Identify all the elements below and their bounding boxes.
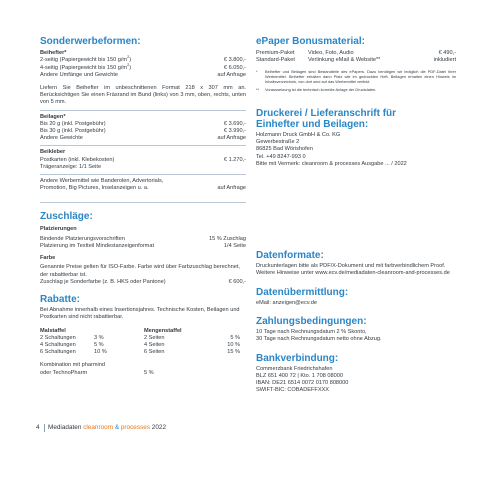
footnote-mark: ** — [256, 86, 260, 92]
divider — [40, 202, 246, 203]
sonderwerbeformen-heading: Sonderwerbeformen: — [40, 36, 141, 47]
footnote — [256, 87, 456, 92]
datenformate-text: Druckunterlagen bitte als PDF/X-Dokument und mit farbverbindlichem Proof. Weitere Hinweise unter www.ecv.de/mediadaten-cleanroom-and-processes.de — [256, 263, 450, 277]
page-footer — [0, 424, 480, 448]
footer-title — [48, 424, 166, 432]
rabatte-heading: Rabatte: — [40, 294, 81, 306]
price-row — [40, 279, 246, 286]
row-label: Bis 20 g (inkl. Postgebühr) — [40, 120, 106, 127]
price-row — [40, 72, 246, 79]
menge-label: 2 Seiten — [144, 334, 165, 341]
kombi-pct: 5 % — [144, 369, 154, 376]
epaper-package: Premium-Paket — [256, 50, 295, 57]
epaper-notes — [256, 69, 456, 92]
epaper-row — [256, 50, 456, 57]
menge-pct: 10 % — [227, 342, 240, 349]
footnote-mark: * — [256, 68, 258, 74]
datenformate-heading: Datenformate: — [256, 249, 324, 261]
beihefter-section — [40, 50, 246, 106]
zahlung-lines — [256, 329, 456, 343]
row-label: Bis 30 g (inkl. Postgebühr) — [40, 128, 106, 135]
bank-line: SWIFT-BIC: COBADEFFXXX — [256, 387, 330, 394]
zahlung-line: 30 Tage nach Rechnungsdatum netto ohne Abzug. — [256, 336, 382, 343]
price-row — [40, 57, 246, 64]
kombi-table — [40, 362, 246, 376]
row-price: auf Anfrage — [217, 135, 246, 142]
epaper-heading: ePaper Bonusmaterial: — [256, 36, 365, 47]
rabatte-text: Bei Abnahme innerhalb eines Insertionsjahres. Technische Kosten, Beilagen und Postkarten sind nicht rabattierbar. — [40, 307, 240, 321]
spacer — [144, 362, 200, 369]
row-label: Trägeranzeige: 1/1 Seite — [40, 163, 102, 170]
andere-text: Andere Werbemittel wie Banderolen, Advertorials, Promotion, Big Pictures, Inselanzeigen u. a. — [40, 178, 164, 192]
address-line: 86825 Bad Wörishofen — [256, 146, 313, 153]
mal-label: 2 Schaltungen — [40, 334, 76, 341]
bank-line: Commerzbank Friedrichshafen — [256, 365, 333, 372]
address-line: Gewerbestraße 2 — [256, 139, 300, 146]
bank-heading: Bankverbindung: — [256, 352, 339, 364]
druckerei-address — [256, 132, 456, 168]
druckerei-heading — [256, 108, 456, 130]
epaper-package: Standard-Paket — [256, 57, 295, 64]
row-label: Andere Umfänge und Gewichte — [40, 71, 119, 78]
bank-line: IBAN: DE21 6514 0072 0170 808000 — [256, 380, 349, 387]
row-price: 1/4 Seite — [223, 243, 246, 250]
address-line: Bitte mit Vermerk: cleanroom & processes Ausgabe ... / 2022 — [256, 160, 407, 167]
row-price: € 1.270,- — [223, 156, 246, 163]
andere-werbemittel — [40, 178, 246, 192]
menge-pct: 5 % — [230, 334, 240, 341]
footer-word-cleanroom: cleanroom — [83, 424, 114, 431]
druckerei-heading-line2: Einhefter und Beilagen: — [256, 118, 369, 130]
druckerei-heading-line1: Druckerei / Lieferanschrift für — [256, 107, 397, 119]
divider — [40, 174, 246, 175]
divider — [40, 145, 246, 146]
spacer — [94, 328, 144, 335]
row-price: € 3.690,- — [223, 120, 246, 127]
row-price: € 600,- — [228, 278, 246, 285]
zuschlaege-heading: Zuschläge: — [40, 211, 93, 223]
beilagen-title: Beilagen* — [40, 113, 66, 120]
row-label: Postkarten (inkl. Klebekosten) — [40, 156, 115, 163]
footer-word-processes: processes — [120, 424, 150, 431]
bank-line: BLZ 651 400 72 | Kto. 1 708 08000 — [256, 372, 343, 379]
price-row — [40, 135, 246, 142]
price-row — [40, 128, 246, 135]
row-label: Zuschlag je Sonderfarbe (z. B. HKS oder Pantone) — [40, 278, 166, 285]
footer-year: 2022 — [151, 424, 166, 431]
price-row — [40, 157, 246, 164]
farbe-title: Farbe — [40, 255, 56, 262]
row-label: Andere Gewichte — [40, 135, 83, 142]
spacer — [200, 328, 244, 335]
row-label: Bindende Platzierungsvorschriften — [40, 235, 125, 242]
footnote-text: Voraussetzung ist die technisch korrekte Anlage der Druckdaten. — [265, 86, 377, 92]
kombi-line2: oder TechnoPharm — [40, 369, 88, 376]
left-column — [40, 36, 246, 377]
menge-label: 6 Seiten — [144, 349, 165, 356]
datenuebermittlung-heading: Datenübermittlung: — [256, 286, 349, 298]
row-price: € 3.800,- — [223, 57, 246, 64]
price-row — [40, 121, 246, 128]
price-row — [40, 62, 246, 72]
zahlung-heading: Zahlungsbedingungen: — [256, 315, 367, 327]
price-row — [40, 236, 246, 243]
row-price: € 3.990,- — [223, 128, 246, 135]
row-price: 15 % Zuschlag — [208, 235, 246, 242]
epaper-row — [256, 57, 456, 64]
beilagen-section — [40, 114, 246, 143]
row-price: € 6.050,- — [223, 64, 246, 71]
andere-price: auf Anfrage — [217, 185, 246, 192]
address-line: Holzmann Druck GmbH & Co. KG — [256, 131, 341, 138]
footnote — [256, 69, 456, 84]
mal-label: 4 Schaltungen — [40, 342, 76, 349]
epaper-price: inkludiert — [433, 57, 456, 64]
mal-pct: 3 % — [94, 334, 104, 341]
beikleber-section — [40, 149, 246, 171]
divider — [40, 110, 246, 111]
kombi-line1: Kombination mit pharmind — [40, 362, 105, 369]
farbe-text: Genannte Preise gelten für ISO-Farbe. Farbe wird über Farbzuschlag berechnet, der rabattierbar ist. — [40, 264, 240, 278]
beihefter-title: Beihefter* — [40, 50, 67, 57]
beikleber-title: Beikleber — [40, 149, 66, 156]
mal-label: 6 Schaltungen — [40, 349, 76, 356]
menge-pct: 15 % — [227, 349, 240, 356]
malstaffel-title: Malstaffel — [40, 327, 66, 334]
price-row — [40, 164, 246, 171]
row-label: Platzierung im Textteil Mindestanzeigenformat — [40, 243, 155, 250]
beihefter-note: Liefern Sie Beihefter im unbeschnittenen Format 218 x 307 mm an. Berücksichtigen Sie einen Fräsrand im Bund (links) von 3 mm, oben, rechts, unten von 5 mm. — [40, 85, 246, 106]
zahlung-line: 10 Tage nach Rechnungsdatum 2 % Skonto, — [256, 329, 367, 336]
row-label: 2-seitig (Papiergewicht bis 150 $g/m^2$) — [40, 55, 132, 64]
datenuebermittlung-text: eMail: anzeigen@ecv.de — [256, 299, 317, 306]
platzierungen-title: Platzierungen — [40, 225, 77, 232]
epaper-content: Verlinkung eMail & Website** — [308, 57, 381, 64]
epaper-content: Video, Foto, Audio — [308, 50, 354, 57]
right-column — [256, 36, 456, 395]
footer-divider — [44, 424, 45, 432]
bank-lines — [256, 366, 456, 395]
mal-pct: 10 % — [94, 349, 107, 356]
row-label: 4-seitig (Papiergewicht bis 150 $g/m^2$) — [40, 62, 132, 71]
address-line: Tel. +49 8247-993 0 — [256, 153, 306, 160]
mal-pct: 5 % — [94, 342, 104, 349]
spacer — [200, 370, 244, 377]
footnote-text: Beihefter und Beilagen sind Bestandteile des ePapers. Dazu benötigen wir lediglich die PDF-Datei Ihrer Werbemittel. Beihefter erhalten dann Platz wie im gedruckten Heft, Beilagen erhalten einen Hinweis im Inhaltsverzeichnis, von dort sind auf das Werbemittel verlinkt. — [265, 68, 456, 84]
price-row — [40, 243, 246, 250]
epaper-table — [256, 50, 456, 64]
staffel-table — [40, 328, 246, 357]
epaper-price: € 490,- — [438, 50, 456, 57]
mengenstaffel-title: Mengenstaffel — [144, 327, 182, 334]
menge-label: 4 Seiten — [144, 342, 165, 349]
page-number: 4 — [36, 424, 40, 431]
spacer — [200, 362, 244, 369]
row-price: auf Anfrage — [217, 71, 246, 78]
footer-prefix: Mediadaten — [48, 424, 82, 431]
footer-amp: & — [114, 424, 120, 431]
